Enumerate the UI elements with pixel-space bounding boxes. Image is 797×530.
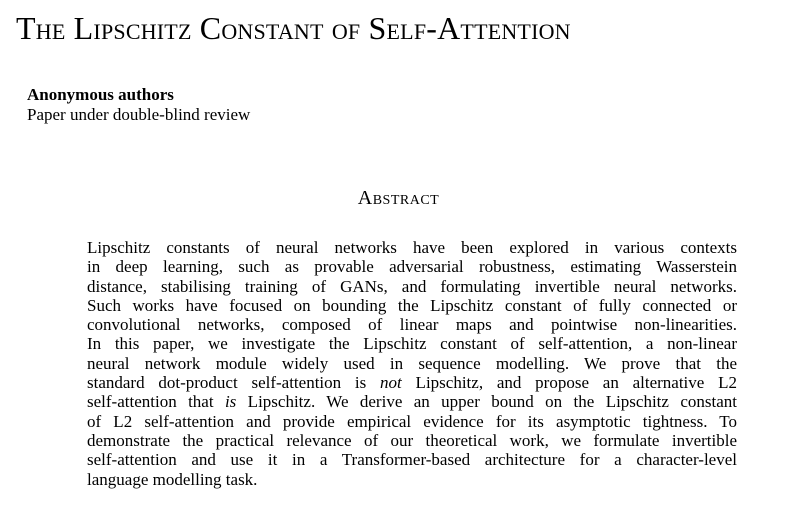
abstract-line: in deep learning, such as provable adversarial robustness, estimating Wasserstein [87, 257, 737, 277]
paper-title: The Lipschitz Constant of Self-Attention [16, 10, 571, 46]
abstract-body [87, 238, 737, 489]
abstract-emphasis: is [224, 392, 237, 412]
abstract-line [87, 392, 737, 411]
abstract-line: Lipschitz constants of neural networks have been explored in various contexts [87, 238, 737, 257]
abstract-line [87, 373, 737, 392]
abstract-text-segment: self-attention that [87, 392, 225, 412]
author-names: Anonymous authors [27, 85, 174, 104]
abstract-heading: Abstract [357, 187, 440, 209]
abstract-line: of L2 self-attention and provide empirical evidence for its asymptotic tightness. To [87, 411, 737, 431]
abstract-line: demonstrate the practical relevance of our theoretical work, we formulate invertible [87, 430, 737, 450]
author-affiliation: Paper under double-blind review [27, 105, 251, 124]
abstract-line: language modelling task. [87, 469, 258, 489]
abstract-line: Such works have focused on bounding the Lipschitz constant of fully connected or [87, 295, 737, 315]
abstract-text-segment: Lipschitz. We derive an upper bound on the Lipschitz constant [236, 392, 737, 412]
abstract-line: convolutional networks, composed of linear maps and pointwise non-linearities. [87, 315, 737, 335]
author-block [27, 85, 250, 125]
abstract-text-segment: Lipschitz, and propose an alternative L2 [401, 373, 737, 393]
abstract-line: distance, stabilising training of GANs, and formulating invertible neural networks. [87, 276, 737, 296]
abstract-line: In this paper, we investigate the Lipschitz constant of self-attention, a non-linear [87, 334, 737, 354]
abstract-emphasis: not [380, 373, 402, 393]
abstract-line: neural network module widely used in sequence modelling. We prove that the [87, 353, 737, 373]
abstract-text-segment: standard dot-product self-attention is [87, 373, 381, 393]
abstract-line: self-attention and use it in a Transformer-based architecture for a character-level [87, 450, 737, 470]
